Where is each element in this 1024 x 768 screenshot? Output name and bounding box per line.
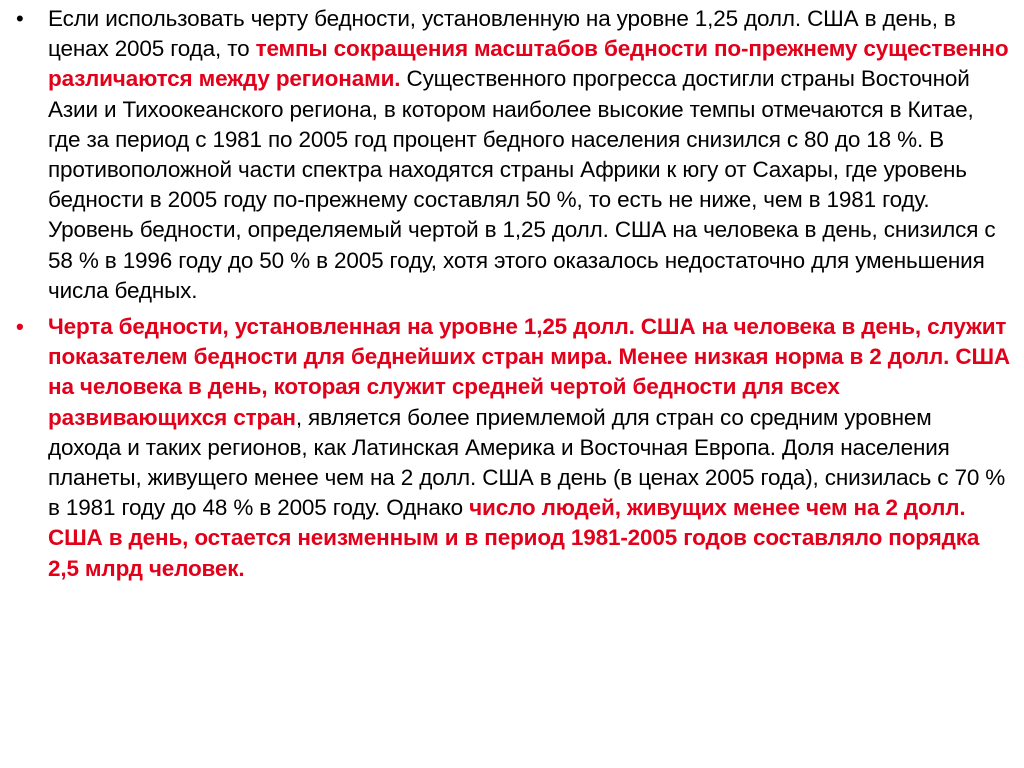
- bullet-marker: •: [16, 6, 24, 31]
- highlighted-text-segment: темпы сокращения масштабов бедности по-прежнему существенно различаются между регионами.: [48, 36, 1009, 92]
- bullet-text-segment: , является более приемлемой для стран со средним уровнем дохода и таких регионов, как Латинская Америка и Восточная Европа. Доля населения планеты, живущего менее чем на 2 долл. США в день (в ценах 2005 года), снизилась с 70 % в 1981 году до 48 % в 2005 году. Однако: [48, 404, 1006, 521]
- bullet-text-segment: Если использовать черту бедности, установленную на уровне 1,25 долл. США в день, в ценах 2005 года, то: [48, 6, 956, 62]
- bullet-item-poverty-regions: [14, 4, 1010, 306]
- bullet-marker: •: [16, 314, 24, 340]
- highlighted-text-segment: число людей, живущих менее чем на 2 долл. США в день, остается неизменным и в период 1981-2005 годов составляло порядка 2,5 млрд человек.: [48, 495, 980, 581]
- bullet-list: [14, 4, 1010, 584]
- bullet-item-poverty-line: [14, 312, 1010, 584]
- bullet-text-segment: Существенного прогресса достигли страны Восточной Азии и Тихоокеанского региона, в котором наиболее высокие темпы отмечаются в Китае, где за период с 1981 по 2005 год процент бедного населения снизился с 80 до 18 %. В противоположной части спектра находятся страны Африки к югу от Сахары, где уровень бедности в 2005 году по-прежнему составлял 50 %, то есть не ниже, чем в 1981 году. Уровень бедности, определяемый чертой в 1,25 долл. США на человека в день, снизился с 58 % в 1996 году до 50 % в 2005 году, хотя этого оказалось недостаточно для уменьшения числа бедных.: [48, 66, 996, 303]
- highlighted-text-segment: Черта бедности, установленная на уровне 1,25 долл. США на человека в день, служит показателем бедности для беднейших стран мира. Менее низкая норма в 2 долл. США на человека в день, которая служит средней чертой бедности для всех развивающихся стран: [48, 314, 1011, 430]
